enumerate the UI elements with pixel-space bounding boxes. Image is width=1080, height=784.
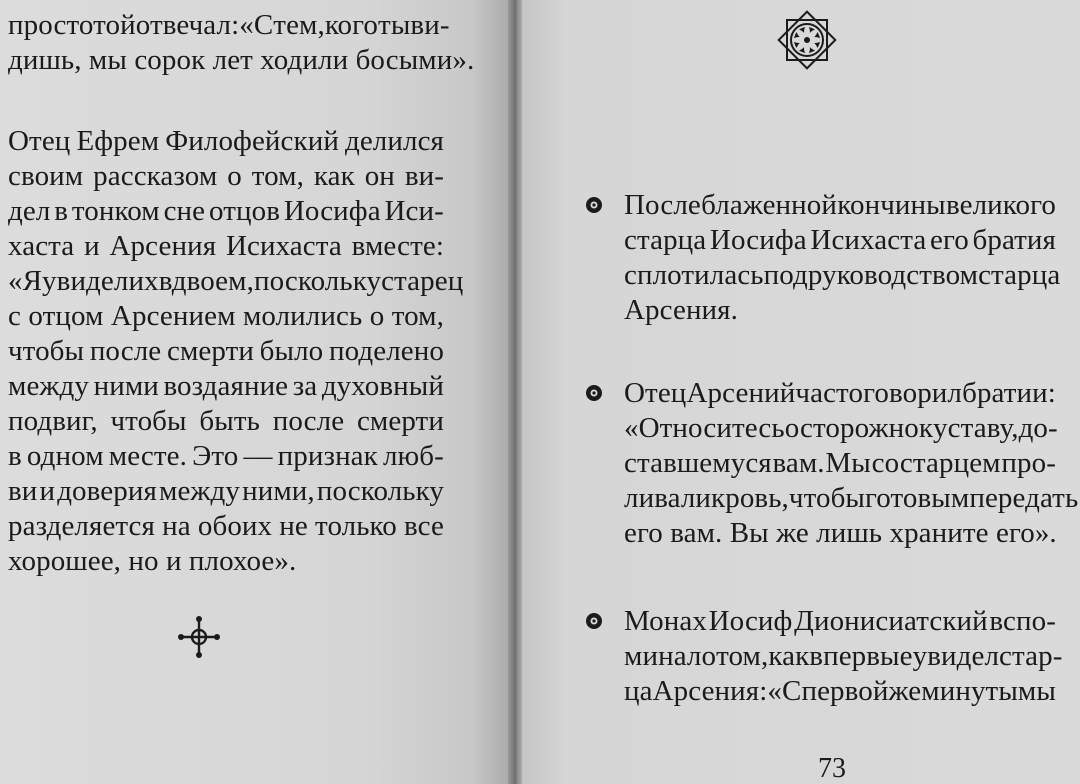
left-page xyxy=(0,0,512,784)
text-line: подвиг, чтобы быть после смерти xyxy=(8,405,444,437)
text-line: простотой отвечал: «С тем, кого ты ви- xyxy=(8,9,450,41)
text-line: сплотилась под руководством старца xyxy=(624,259,1061,291)
rosette-ornament-icon xyxy=(775,8,839,72)
text-line: ца Арсения: «С первой же минуты мы xyxy=(624,675,1056,707)
text-line: Отец Ефрем Филофейский делился xyxy=(8,125,444,157)
text-line: разделяется на обоих не только все xyxy=(8,510,444,542)
text-line: дишь, мы сорок лет ходили босыми». xyxy=(8,44,475,76)
text-line: своим рассказом о том, как он ви- xyxy=(8,160,444,192)
paragraph-continuation xyxy=(8,8,475,78)
page-number: 73 xyxy=(818,753,846,784)
text-line: ви и доверия между ними, поскольку xyxy=(8,475,444,507)
text-line: дел в тонком сне отцов Иосифа Иси- xyxy=(8,195,444,227)
text-line: чтобы после смерти было поделено xyxy=(8,335,444,367)
text-line: в одном месте. Это — признак люб- xyxy=(8,440,444,472)
text-line: хорошее, но и плохое». xyxy=(8,545,297,577)
text-line: Монах Иосиф Дионисиатский вспо- xyxy=(624,605,1056,637)
flower-bullet-icon xyxy=(584,195,604,215)
text-line: минал о том, как впервые увидел стар- xyxy=(624,640,1063,672)
text-line: старца Иосифа Исихаста его братия xyxy=(624,224,1056,256)
text-line: Отец Арсений часто говорил братии: xyxy=(624,377,1056,409)
text-line: «Я увидел их вдвоем, поскольку старец xyxy=(8,265,464,297)
text-line: ливали кровь, чтобы готовым передать xyxy=(624,482,1079,514)
cross-ornament-icon xyxy=(178,616,220,658)
flower-bullet-icon xyxy=(584,383,604,403)
paragraph-efrem xyxy=(8,124,464,579)
text-line: «Относитесь осторожно к уставу, до- xyxy=(624,412,1058,444)
text-line: После блаженной кончины великого xyxy=(624,189,1056,221)
text-line: хаста и Арсения Исихаста вместе: xyxy=(8,230,444,262)
text-line: ставшемуся вам. Мы со старцем про- xyxy=(624,447,1056,479)
text-line: его вам. Вы же лишь храните его». xyxy=(624,517,1057,549)
text-line: с отцом Арсением молились о том, xyxy=(8,300,444,332)
text-line: между ними воздаяние за духовный xyxy=(8,370,444,402)
text-line: Арсения. xyxy=(624,294,738,326)
flower-bullet-icon xyxy=(584,611,604,631)
